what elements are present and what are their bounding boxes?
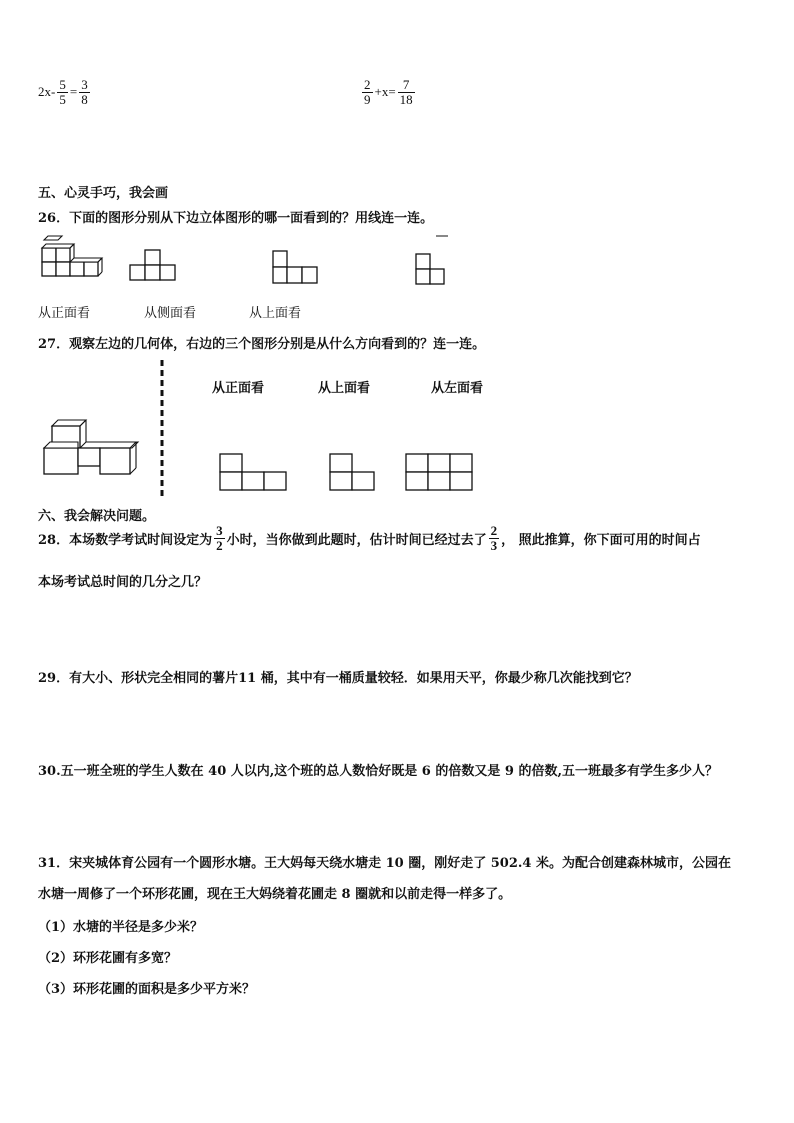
q26-label-top: 从上面看 [249,306,302,321]
q27-view-3 [405,453,477,493]
question-31-sub-1: （1）水塘的半径是多少米？ [38,920,204,935]
q28-frac2-den: 3 [490,537,498,553]
eq1-equals: = [69,84,78,100]
q27-header-front: 从正面看 [212,381,265,396]
q27-header-left: 从左面看 [431,381,484,396]
question-26-text: 26．下面的图形分别从下边立体图形的哪一面看到的？用线连一连。 [38,211,434,226]
question-31-sub-2: （2）环形花圃有多宽？ [38,951,178,966]
question-28-line-1 [38,524,701,552]
eq1-prefix: 2x- [38,84,56,100]
eq2-frac1-den: 9 [364,91,371,107]
eq1-frac1-den: 5 [59,91,66,107]
q28-part2: 小时，当你做到此题时，估计时间已经过去了 [226,532,487,548]
q26-label-front: 从正面看 [38,306,91,321]
eq1-frac1-num: 5 [59,77,66,92]
eq2-frac2-num: 7 [402,77,410,92]
eq1-fraction-1 [57,78,68,106]
q26-solid-figure [38,238,100,286]
q28-frac2-num: 2 [490,523,498,538]
eq2-fraction-2 [398,78,415,106]
question-29-text: 29．有大小、形状完全相同的薯片11 桶，其中有一桶质量较轻．如果用天平，你最少称几次能找到它？ [38,671,638,686]
section-5-title: 五、心灵手巧，我会画 [38,186,169,201]
section-6-title: 六、我会解决问题。 [38,509,156,524]
question-30-text: 30.五一班全班的学生人数在 40 人以内,这个班的总人数恰好既是 6 的倍数又是 9 的倍数,五一班最多有学生多少人？ [38,764,719,779]
q26-view-1 [130,248,178,284]
eq2-mid: +x= [374,84,396,100]
question-31-line-1: 31．宋夹城体育公园有一个圆形水塘。王大妈每天绕水塘走 10 圈，刚好走了 502.4 米。为配合创建森林城市，公园在 [38,856,731,871]
q27-view-2 [329,453,379,493]
q26-label-side: 从侧面看 [144,306,197,321]
eq1-frac2-den: 8 [81,91,88,107]
question-31-line-2: 水塘一周修了一个环形花圃，现在王大妈绕着花圃走 8 圈就和以前走得一样多了。 [38,887,512,902]
question-27-text: 27．观察左边的几何体，右边的三个图形分别是从什么方向看到的？连一连。 [38,337,486,352]
q28-frac1-num: 3 [216,523,223,538]
q27-solid-figure [42,420,142,480]
q26-view-2 [272,250,320,286]
q27-view-1 [219,453,289,493]
equation-2 [360,78,417,106]
q27-dashed-divider [160,360,164,500]
q28-part1: 28．本场数学考试时间设定为 [38,532,213,548]
eq1-frac2-num: 3 [81,77,88,92]
eq1-fraction-2 [79,78,90,106]
eq2-frac1-num: 2 [364,77,371,92]
q28-frac1-den: 2 [216,537,223,553]
question-28-line-2: 本场考试总时间的几分之几？ [38,575,208,590]
q28-fraction-2 [489,524,500,552]
eq2-fraction-1 [362,78,373,106]
eq2-frac2-den: 18 [399,91,413,107]
question-31-sub-3: （3）环形花圃的面积是多少平方米？ [38,982,256,997]
q28-part3: ， 照此推算，你下面可用的时间占 [501,532,701,548]
q28-fraction-1 [214,524,225,552]
q27-header-top: 从上面看 [318,381,371,396]
q26-view-3 [414,240,448,288]
equation-1 [38,78,92,106]
